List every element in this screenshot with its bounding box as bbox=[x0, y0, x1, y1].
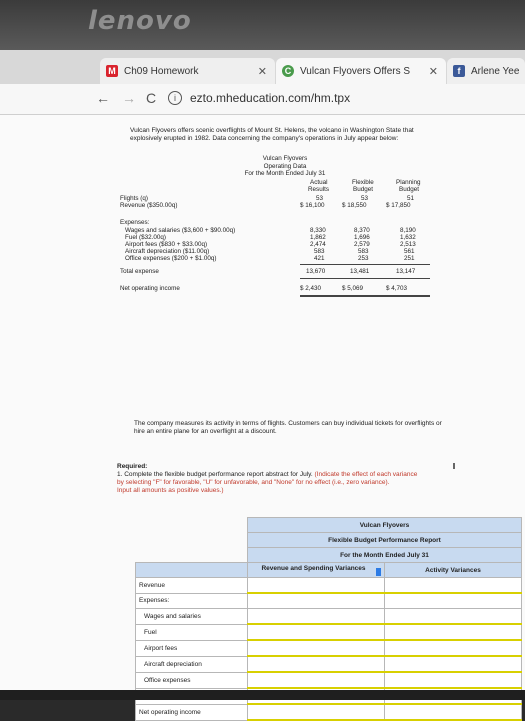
divider bbox=[300, 278, 430, 279]
row-label: Net operating income bbox=[120, 285, 180, 292]
report-title: Operating Data bbox=[263, 162, 307, 170]
planning-value: 1,632 bbox=[400, 234, 416, 241]
planning-value: 251 bbox=[404, 255, 415, 262]
planning-value: $ 4,703 bbox=[386, 285, 408, 292]
spacer bbox=[136, 533, 248, 548]
mcgraw-hill-icon: M bbox=[106, 65, 118, 77]
intro-line: Vulcan Flyovers offers scenic overflights of Mount St. Helens, the volcano in Washington State that bbox=[130, 127, 414, 134]
tab-arlene-yee[interactable] bbox=[447, 58, 525, 84]
planning-value: 51 bbox=[407, 195, 415, 202]
intro-text bbox=[130, 127, 510, 143]
empty-cell bbox=[385, 593, 522, 609]
tab-ch09-homework[interactable] bbox=[100, 58, 275, 84]
row-label: Airport fees ($830 + $33.00q) bbox=[125, 241, 208, 248]
operating-data-report bbox=[120, 155, 450, 292]
screen bbox=[0, 50, 525, 716]
required-red-text: by selecting "F" for favorable, "U" for unfavorable, and "None" for no effect (i.e., zero variance). bbox=[117, 479, 390, 486]
report-row-expenses bbox=[120, 219, 450, 227]
form-row-net-income: Net operating income bbox=[136, 704, 248, 720]
activity-note bbox=[134, 420, 524, 436]
tab-bar bbox=[0, 50, 525, 84]
laptop-bezel bbox=[0, 0, 525, 50]
close-icon[interactable]: ✕ bbox=[428, 65, 438, 78]
form-row-wages: Wages and salaries bbox=[136, 609, 248, 625]
planning-value: 561 bbox=[404, 248, 415, 255]
actual-value: 13,670 bbox=[306, 268, 326, 275]
flexible-value: 2,579 bbox=[354, 241, 370, 248]
address-bar bbox=[0, 84, 525, 115]
revenue-variance-input[interactable] bbox=[248, 704, 385, 720]
required-red-text: Input all amounts as positive values.) bbox=[117, 487, 224, 494]
activity-line: The company measures its activity in terms of flights. Customers can buy individual tickets for overflights or bbox=[134, 420, 442, 427]
bottom-bezel bbox=[0, 690, 525, 700]
forward-arrow-icon[interactable]: → bbox=[122, 90, 136, 106]
activity-variance-input[interactable] bbox=[385, 672, 522, 688]
row-label: Revenue ($350.00q) bbox=[120, 202, 178, 209]
revenue-variance-input[interactable] bbox=[248, 578, 385, 594]
flexible-value: 583 bbox=[358, 248, 369, 255]
connect-icon: C bbox=[282, 65, 294, 77]
tab-label: Arlene Yee bbox=[471, 65, 520, 77]
row-label: Total expense bbox=[120, 268, 159, 275]
actual-value: 53 bbox=[316, 195, 324, 202]
revenue-variance-input[interactable] bbox=[248, 609, 385, 625]
facebook-icon: f bbox=[453, 65, 465, 77]
col-actual-header: Actual bbox=[310, 179, 328, 186]
flexible-value: 53 bbox=[361, 195, 369, 202]
actual-value: 8,330 bbox=[310, 227, 326, 234]
url-text: ezto.mheducation.com/hm.tpx bbox=[190, 91, 351, 105]
activity-variance-input[interactable] bbox=[385, 656, 522, 672]
required-line bbox=[117, 471, 517, 479]
flexible-value: 1,696 bbox=[354, 234, 370, 241]
url-field[interactable] bbox=[168, 91, 350, 105]
spacer bbox=[136, 518, 248, 533]
activity-variance-input[interactable] bbox=[385, 609, 522, 625]
activity-variance-input[interactable] bbox=[385, 704, 522, 720]
divider bbox=[300, 295, 430, 297]
actual-value: $ 16,100 bbox=[300, 202, 325, 209]
report-company: Vulcan Flyovers bbox=[262, 155, 308, 162]
flexible-value: $ 18,550 bbox=[342, 202, 367, 209]
tab-label: Ch09 Homework bbox=[124, 65, 199, 77]
info-icon[interactable]: i bbox=[168, 91, 182, 105]
form-row-office: Office expenses bbox=[136, 672, 248, 688]
empty-cell bbox=[248, 593, 385, 609]
tab-vulcan-flyovers[interactable] bbox=[276, 58, 446, 84]
form-row-revenue: Revenue bbox=[136, 578, 248, 594]
row-label: Expenses: bbox=[120, 219, 150, 226]
required-text: 1. Complete the flexible budget performance report abstract for July. bbox=[117, 471, 313, 478]
flexible-value: 8,370 bbox=[354, 227, 370, 234]
revenue-variance-input[interactable] bbox=[248, 656, 385, 672]
row-label: Flights (q) bbox=[120, 195, 148, 202]
report-row-revenue bbox=[120, 202, 450, 210]
blank-header bbox=[136, 563, 248, 578]
col-actual-header: Results bbox=[308, 186, 329, 193]
column-header-row-2 bbox=[120, 186, 450, 194]
col-flexible-header: Budget bbox=[353, 186, 373, 193]
required-red-text: (Indicate the effect of each variance bbox=[314, 471, 418, 478]
row-label: Wages and salaries ($3,600 + $90.00q) bbox=[125, 227, 236, 234]
actual-value: 2,474 bbox=[310, 241, 326, 248]
text-cursor bbox=[453, 463, 455, 469]
flexible-value: $ 5,069 bbox=[342, 285, 364, 292]
col-revenue-label: Revenue and Spending Variances bbox=[261, 564, 366, 572]
form-row-expenses: Expenses: bbox=[136, 593, 248, 609]
actual-value: 583 bbox=[314, 248, 325, 255]
actual-value: 421 bbox=[314, 255, 325, 262]
form-title: Flexible Budget Performance Report bbox=[248, 533, 522, 548]
report-row-total-expense bbox=[120, 268, 450, 276]
col-activity: Activity Variances bbox=[385, 563, 522, 578]
lenovo-logo: lenovo bbox=[88, 6, 192, 36]
report-row-net-income bbox=[120, 285, 450, 293]
activity-variance-input[interactable] bbox=[385, 640, 522, 656]
revenue-variance-input[interactable] bbox=[248, 672, 385, 688]
revenue-variance-input[interactable] bbox=[248, 640, 385, 656]
required-instructions bbox=[117, 463, 517, 495]
revenue-variance-input[interactable] bbox=[248, 624, 385, 640]
tab-label: Vulcan Flyovers Offers S bbox=[300, 65, 411, 77]
dropdown-marker[interactable] bbox=[376, 568, 381, 576]
report-period: For the Month Ended July 31 bbox=[244, 170, 326, 177]
form-row-airport: Airport fees bbox=[136, 640, 248, 656]
form-period: For the Month Ended July 31 bbox=[248, 548, 522, 563]
divider bbox=[300, 264, 430, 265]
planning-value: 2,513 bbox=[400, 241, 416, 248]
form-company: Vulcan Flyovers bbox=[248, 518, 522, 533]
form-row-fuel: Fuel bbox=[136, 624, 248, 640]
back-arrow-icon[interactable]: ← bbox=[96, 90, 110, 106]
row-label: Fuel ($32.00q) bbox=[125, 234, 166, 241]
close-icon[interactable]: ✕ bbox=[257, 65, 267, 78]
row-label: Aircraft depreciation ($11.00q) bbox=[125, 248, 210, 255]
col-flexible-header: Flexible bbox=[352, 179, 374, 186]
row-label: Office expenses ($200 + $1.00q) bbox=[125, 255, 217, 262]
reload-icon[interactable]: C bbox=[146, 90, 157, 106]
actual-value: $ 2,430 bbox=[300, 285, 322, 292]
intro-line: explosively erupted in 1982. Data concerning the company's operations in July appear below: bbox=[130, 135, 399, 142]
page-content bbox=[0, 115, 525, 716]
actual-value: 1,862 bbox=[310, 234, 326, 241]
col-planning-header: Planning bbox=[396, 179, 421, 186]
activity-variance-input[interactable] bbox=[385, 624, 522, 640]
planning-value: 13,147 bbox=[396, 268, 416, 275]
flexible-value: 13,481 bbox=[350, 268, 370, 275]
col-planning-header: Budget bbox=[399, 186, 419, 193]
activity-line: hire an entire plane for an overflight at a discount. bbox=[134, 428, 277, 435]
flexible-value: 253 bbox=[358, 255, 369, 262]
planning-value: $ 17,850 bbox=[386, 202, 411, 209]
col-revenue-spending bbox=[248, 563, 385, 578]
activity-variance-input[interactable] bbox=[385, 578, 522, 594]
required-heading: Required: bbox=[117, 463, 148, 470]
spacer bbox=[136, 548, 248, 563]
report-row-office bbox=[120, 255, 450, 263]
planning-value: 8,190 bbox=[400, 227, 416, 234]
form-row-aircraft: Aircraft depreciation bbox=[136, 656, 248, 672]
